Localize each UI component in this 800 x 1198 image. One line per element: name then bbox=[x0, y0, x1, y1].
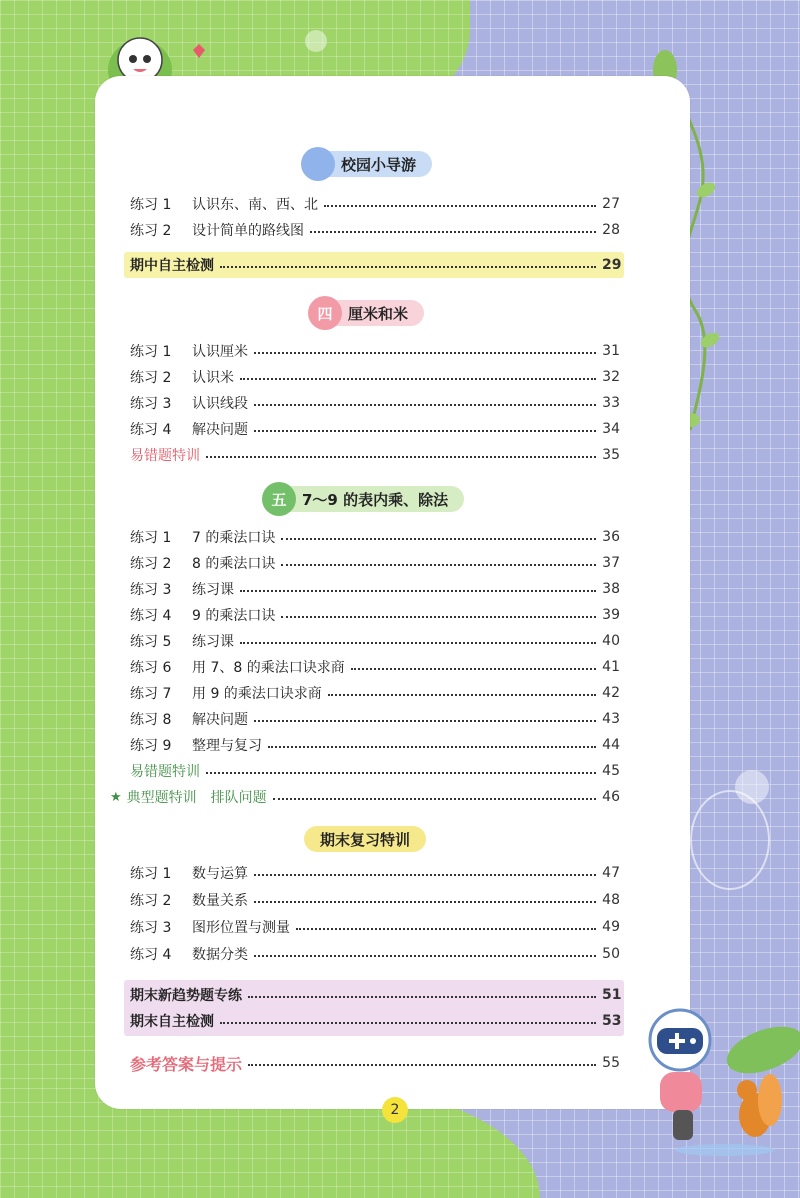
page-number: 39 bbox=[602, 607, 620, 623]
leader-dots bbox=[254, 864, 596, 876]
page-number: 28 bbox=[602, 222, 620, 238]
exercise-label: 练习 9 bbox=[130, 738, 172, 754]
section-header-cm-m bbox=[310, 299, 424, 327]
section-title: 厘米和米 bbox=[348, 304, 409, 323]
toc-title: 易错题特训 bbox=[130, 764, 200, 780]
star-icon: ★ bbox=[110, 789, 122, 805]
toc-title: 7 的乘法口诀 bbox=[192, 530, 276, 546]
robot-squirrel-illustration bbox=[635, 1000, 800, 1160]
toc-row[interactable] bbox=[130, 366, 620, 388]
exercise-label: 练习 5 bbox=[130, 634, 172, 650]
leader-dots bbox=[281, 606, 596, 618]
toc-row[interactable] bbox=[130, 526, 620, 548]
toc-title: 练习课 bbox=[192, 582, 234, 598]
leader-dots bbox=[240, 368, 596, 380]
page-number: 43 bbox=[602, 711, 620, 727]
page-number: 48 bbox=[602, 892, 620, 908]
section-title: 期末复习特训 bbox=[320, 830, 411, 849]
toc-row-error-training[interactable] bbox=[130, 760, 620, 782]
leader-dots bbox=[351, 658, 596, 670]
toc-title: 数与运算 bbox=[192, 866, 248, 882]
leader-dots bbox=[296, 918, 596, 930]
toc-title: 期末新趋势题专练 bbox=[130, 988, 242, 1004]
page-number: 41 bbox=[602, 659, 620, 675]
page-number: 42 bbox=[602, 685, 620, 701]
page-number: 40 bbox=[602, 633, 620, 649]
toc-title: 数量关系 bbox=[192, 893, 248, 909]
exercise-label: 练习 3 bbox=[130, 396, 172, 412]
toc-row[interactable] bbox=[130, 916, 620, 938]
exercise-label: 练习 2 bbox=[130, 556, 172, 572]
toc-title: 认识线段 bbox=[192, 396, 248, 412]
bubble-ring-decoration bbox=[690, 790, 770, 890]
section-title-pill bbox=[310, 300, 424, 326]
toc-title: 认识东、南、西、北 bbox=[192, 197, 318, 213]
leader-dots bbox=[206, 762, 596, 774]
section-badge: 四 bbox=[308, 296, 342, 330]
exercise-label: 练习 4 bbox=[130, 608, 172, 624]
page-number: 35 bbox=[602, 447, 620, 463]
page-number: 32 bbox=[602, 369, 620, 385]
toc-row[interactable] bbox=[130, 656, 620, 678]
section-header-final-review bbox=[304, 825, 426, 853]
toc-row[interactable] bbox=[130, 552, 620, 574]
toc-row[interactable] bbox=[130, 578, 620, 600]
toc-title: 用 7、8 的乘法口诀求商 bbox=[192, 660, 345, 676]
toc-row[interactable] bbox=[130, 193, 620, 215]
toc-title: 认识厘米 bbox=[192, 344, 248, 360]
toc-title: 图形位置与测量 bbox=[192, 920, 290, 936]
toc-title: 整理与复习 bbox=[192, 738, 262, 754]
toc-title: 解决问题 bbox=[192, 422, 248, 438]
toc-row-midterm-test[interactable] bbox=[130, 254, 620, 276]
leader-dots bbox=[281, 554, 596, 566]
bubble-decoration bbox=[305, 30, 327, 52]
exercise-label: 练习 2 bbox=[130, 223, 172, 239]
section-title: 7～9 的表内乘、除法 bbox=[302, 490, 449, 509]
leader-dots bbox=[268, 736, 596, 748]
toc-title: 用 9 的乘法口诀求商 bbox=[192, 686, 322, 702]
toc-title: 8 的乘法口诀 bbox=[192, 556, 276, 572]
toc-row[interactable] bbox=[130, 219, 620, 241]
toc-row[interactable] bbox=[130, 734, 620, 756]
leader-dots bbox=[310, 221, 596, 233]
toc-title: 设计简单的路线图 bbox=[192, 223, 304, 239]
page-number: 53 bbox=[602, 1013, 622, 1029]
toc-row-typical-training[interactable] bbox=[110, 786, 620, 808]
page-number: 31 bbox=[602, 343, 620, 359]
leader-dots bbox=[220, 1012, 596, 1024]
exercise-label: 练习 1 bbox=[130, 866, 172, 882]
exercise-label: 练习 4 bbox=[130, 422, 172, 438]
section-badge: 五 bbox=[262, 482, 296, 516]
page-number: 37 bbox=[602, 555, 620, 571]
toc-row[interactable] bbox=[130, 682, 620, 704]
toc-row[interactable] bbox=[130, 889, 620, 911]
toc-row[interactable] bbox=[130, 862, 620, 884]
page-number: 36 bbox=[602, 529, 620, 545]
exercise-label: 练习 2 bbox=[130, 893, 172, 909]
toc-row[interactable] bbox=[130, 392, 620, 414]
leader-dots bbox=[328, 684, 596, 696]
page-number: 49 bbox=[602, 919, 620, 935]
exercise-label: 练习 2 bbox=[130, 370, 172, 386]
page-number: 50 bbox=[602, 946, 620, 962]
toc-title: 典型题特训 bbox=[126, 790, 197, 806]
section-title-pill bbox=[264, 486, 464, 512]
page-number-badge: 2 bbox=[382, 1097, 408, 1123]
toc-title: 解决问题 bbox=[192, 712, 248, 728]
section-title-pill bbox=[304, 826, 426, 852]
section-title-pill bbox=[303, 151, 432, 177]
exercise-label: 练习 4 bbox=[130, 947, 172, 963]
toc-row[interactable] bbox=[130, 630, 620, 652]
exercise-label: 练习 3 bbox=[130, 582, 172, 598]
page-number: 44 bbox=[602, 737, 620, 753]
page-number: 51 bbox=[602, 987, 622, 1003]
leader-dots bbox=[254, 891, 596, 903]
leader-dots bbox=[240, 632, 596, 644]
leader-dots bbox=[324, 195, 596, 207]
leader-dots bbox=[206, 446, 596, 458]
toc-title: 练习课 bbox=[192, 634, 234, 650]
section-header-multiplication bbox=[264, 485, 464, 513]
toc-row[interactable] bbox=[130, 604, 620, 626]
leader-dots bbox=[248, 1054, 596, 1066]
exercise-label: 练习 1 bbox=[130, 197, 172, 213]
section-badge bbox=[301, 147, 335, 181]
toc-title: 参考答案与提示 bbox=[130, 1054, 243, 1074]
section-title: 校园小导游 bbox=[341, 155, 417, 174]
toc-title: 期中自主检测 bbox=[130, 258, 214, 274]
page-number: 38 bbox=[602, 581, 620, 597]
leader-dots bbox=[254, 394, 596, 406]
page-number: 55 bbox=[602, 1055, 620, 1071]
leader-dots bbox=[254, 420, 596, 432]
exercise-label: 练习 6 bbox=[130, 660, 172, 676]
page-number: 29 bbox=[602, 257, 622, 273]
page-number: 47 bbox=[602, 865, 620, 881]
toc-row[interactable] bbox=[130, 418, 620, 440]
exercise-label: 练习 1 bbox=[130, 530, 172, 546]
leader-dots bbox=[240, 580, 596, 592]
leader-dots bbox=[254, 945, 596, 957]
exercise-label: 练习 3 bbox=[130, 920, 172, 936]
page-number: 33 bbox=[602, 395, 620, 411]
toc-row-trend-practice[interactable] bbox=[130, 984, 620, 1006]
toc-row[interactable] bbox=[130, 943, 620, 965]
page-number: 34 bbox=[602, 421, 620, 437]
toc-row[interactable] bbox=[130, 340, 620, 362]
toc-row-error-training[interactable] bbox=[130, 444, 620, 466]
toc-title: 认识米 bbox=[192, 370, 234, 386]
leader-dots bbox=[220, 256, 596, 268]
page-number: 27 bbox=[602, 196, 620, 212]
toc-row-final-test[interactable] bbox=[130, 1010, 620, 1032]
leader-dots bbox=[254, 710, 596, 722]
leader-dots bbox=[273, 788, 596, 800]
leader-dots bbox=[248, 986, 596, 998]
leader-dots bbox=[281, 528, 596, 540]
toc-title: 9 的乘法口诀 bbox=[192, 608, 276, 624]
toc-row[interactable] bbox=[130, 708, 620, 730]
exercise-label: 练习 7 bbox=[130, 686, 172, 702]
exercise-label: 练习 1 bbox=[130, 344, 172, 360]
toc-subtitle: 排队问题 bbox=[210, 790, 267, 806]
page-number: 45 bbox=[602, 763, 620, 779]
toc-title: 易错题特训 bbox=[130, 448, 200, 464]
toc-row-answers[interactable] bbox=[130, 1052, 620, 1074]
toc-title: 数据分类 bbox=[192, 947, 248, 963]
leader-dots bbox=[254, 342, 596, 354]
toc-title: 期末自主检测 bbox=[130, 1014, 214, 1030]
section-header-campus-guide bbox=[303, 150, 432, 178]
page-number: 46 bbox=[602, 789, 620, 805]
exercise-label: 练习 8 bbox=[130, 712, 172, 728]
